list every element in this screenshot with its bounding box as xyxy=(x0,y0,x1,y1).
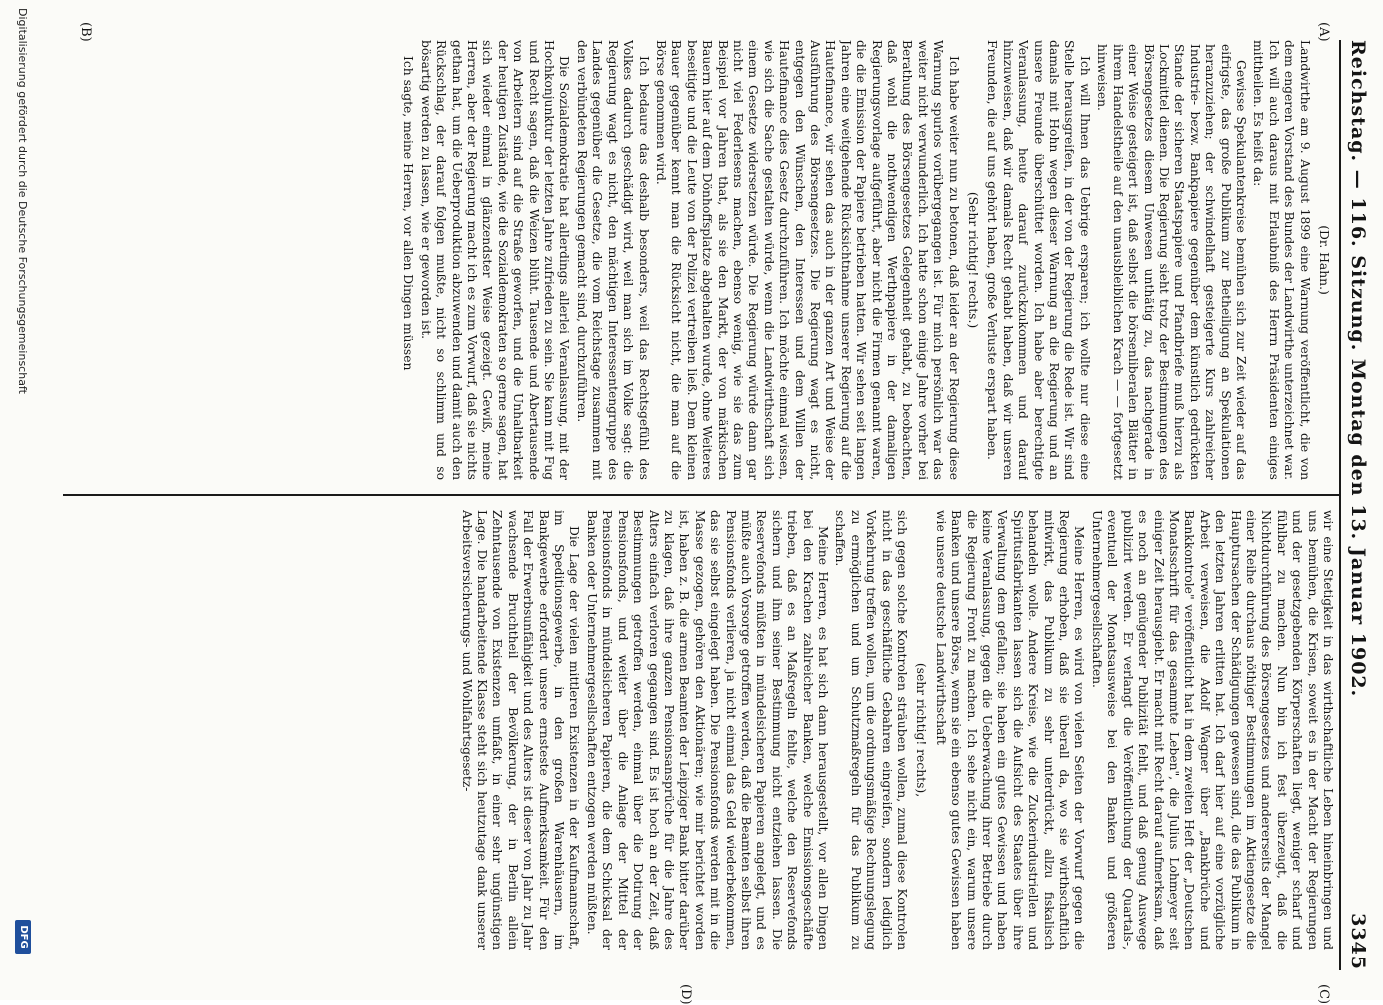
paragraph: Ich habe weiter nun zu betonen, daß leider an der Regierung diese Warnung spurlos vorübergegangen ist. Für mich persönlich war das weiter nicht verwunderlich. Ich hatte schon einige Jahre vorher bei Berathung des Börsengesetzes Gelegenheit gehabt, zu beobachten, daß wohl die nothwendigen Werthpapiere in der damaligen Regierungsvorlage aufgeführt, aber nicht die Firmen genannt waren, die die Emission der Papiere betrieben hatten. Wir sehen seit langen Jahren eine weitgehende Rücksichtnahme unserer Regierung auf die Hautefinance, wir sehen das auch in der ganzen Art und Weise der Ausführung des Börsengesetzes. Die Regierung wagt es nicht, entgegen den Wünschen, den Interessen und dem Willen der Hautefinance dies Gesetz durchzuführen. Ich möchte einmal wissen, wie sich die Sache gestalten würde, wenn die Landwirthschaft sich einem Gesetze widersetzen würde. Die Regierung würde dann gar nicht viel Federlesens machen, ebenso wenig, wie sie das zum Beispiel vor Jahren that, als sie den Markt, der von märkischen Bauern hier auf dem Dönhoffsplatze abgehalten wurde, ohne Weiteres beseitigte und die Leute von der Polizei vertreiben ließ. Dem kleinen Bauer gegenüber kennt man die Rücksicht nicht, die man auf die Börse genommen wird. xyxy=(653,40,961,480)
margin-marker-c: (C) xyxy=(1316,984,1331,1005)
paragraph: wir eine Stetigkeit in das wirthschaftliche Leben hineinbringen und uns bemühen, die Krisen, soweit es in der Macht der Regierungen und der gesetzgebenden Körperschaften liegt, weniger scharf und fühlbar zu machen. Nun bin ich fest überzeugt, daß die Nichtdurchführung des Börsengesetzes und andererseits der Mangel einer Reihe durchaus nöthiger Bestimmungen im Aktiengesetze die Hauptursachen der Schädigungen gewesen sind, die das Publikum in den letzten Jahren erlitten hat. Ich darf hier auf eine vorzügliche Arbeit verweisen, die Adolf Wagner über „Bankbrüche und Bankkontrole" veröffentlicht hat in dem zweiten Heft der „Deutschen Monatsschrift für das gesammte Leben", die Julius Lohmeyer seit einiger Zeit herausgiebt. Er macht mit Recht darauf aufmerksam, daß es noch an genügender Publizität fehlt, und daß genug Auswege publizirt werden. Er verlangt die Veröffentlichung der Quartals-, eventuell der Monatsausweise bei den Banken und größeren Unternehmergesellschaften. xyxy=(1089,510,1335,950)
dfg-logo-icon: DFG xyxy=(15,920,31,954)
margin-marker-d: (D) xyxy=(678,984,693,1005)
header-title: Reichstag. — 116. Sitzung. Montag den 13. Januar 1902. xyxy=(1347,40,1369,698)
right-column xyxy=(67,510,1335,950)
header-rule xyxy=(1339,40,1341,970)
digitization-credit xyxy=(11,0,31,1000)
margin-marker-a: (A) xyxy=(1316,22,1331,42)
paragraph: Ich sagte, meine Herren, vor allen Dingen müssen xyxy=(401,56,416,371)
left-column xyxy=(67,40,1335,480)
credit-text: Digitalisierung gefördert durch die Deutsche Forschungsgemeinschaft xyxy=(16,8,29,394)
paragraph: Meine Herren, es wird von vielen Seiten der Vorwurf gegen die Regierung erhoben, daß sie überall da, wo sie wirthschaftlich mitwirkt, das Publikum zu sehr unterdrückt, allzu fiskalisch behandeln wolle. Andere Kreise, wie die Zuckerindustriellen und Spiritusfabrikanten lassen sich die Aufsicht des Staates über ihre Verwaltung dem gefallen; sie haben ein gutes Gewissen und haben keine Veranlassung, gegen die Ueberwachung ihrer Betriebe durch die Regierung Front zu machen. Ich sehe nicht ein, warum unsere Banken und unsere Börse, wenn sie ein ebenso gutes Gewissen haben wie unsere deutsche Landwirthschaft xyxy=(933,510,1087,950)
margin-marker-b: (B) xyxy=(78,22,93,42)
paragraph: Ich will Ihnen das Uebrige ersparen; ich wollte nur diese eine Stelle herausgreifen, in der von der Regierung die Rede ist. Wir sind damals mit Hohn wegen dieser Warnung an die Regierung und an unsere Freunde überschüttet worden. Ich habe aber berechtigte Veranlassung, heute darauf zurückzukommen und darauf hinzuweisen, daß wir damals Recht gehabt haben, daß wir unseren Freunden, die auf uns gehört haben, große Verluste erspart haben. xyxy=(985,40,1092,480)
quotation: Gewisse Spekulantenkreise bemühen sich zur Zeit wieder auf das eifrigste, das große Publikum zur Betheiligung an Spekulationen heranzuziehen; der schwindelhaft gesteigerte Kurs zahlreicher Industrie- bezw. Bankpapiere gegenüber dem künstlich gedrückten Stande der sicheren Staatspapiere und Pfandbriefe muß hierzu als Lockmittel dienen. Die Regierung sieht trotz der Bestimmungen des Börsengesetzes diesem Unwesen unthätig zu, das nachgerade in einer Weise gesteigert ist, daß selbst die börsenliberalen Blätter in ihrem Handelstheile auf den unausbleiblichen Krach — — fortgesetzt hinweisen. xyxy=(1095,44,1248,480)
paragraph: Landwirthe am 9. August 1899 eine Warnung veröffentlicht, die von dem engeren Vorstand des Bundes der Landwirthe unterzeichnet war. Ich will auch daraus mit Erlaubniß des Herrn Präsidenten einiges mittheilen. Es heißt da: xyxy=(1251,40,1312,480)
page-number: 3345 xyxy=(1347,913,1369,970)
paragraph: Die Lage der vielen mittleren Existenzen in der Kaufmannschaft, im Speditionsgewerbe, in den großen Warenhäusern, im Bankgewerbe erfordert unsere ernsteste Aufmerksamkeit. Für den Fall der Erwerbsunfähigkeit und des Alters ist dieser von Jahr zu Jahr wachsende Bruchtheil der Bevölkerung, der in Berlin allein Zehntausende von Existenzen umfaßt, in einer sehr ungünstigen Lage. Die handarbeitende Klasse steht sich heutzutage dank unserer Arbeitsversicherungs- und Wohlfahrtsgesetz- xyxy=(459,510,582,950)
speaker-name: (Dr. Hahn.) xyxy=(1317,225,1331,295)
interjection: (sehr richtig! rechts), xyxy=(914,662,929,798)
paragraph: sich gegen solche Kontrolen sträuben wollen, zumal diese Kontrolen nicht in das geschäftliche Gebahren eingreifen, sondern lediglich Vorkehrung treffen wollen, um die ordnungsmäßige Rechnungslegung zu ermöglichen und um Schutzmaßregeln für das Publikum zu schaffen. xyxy=(833,510,910,950)
paragraph: Die Sozialdemokratie hat allerdings allerlei Veranlassung, mit der Hochkonjunktur der letzten Jahre zufrieden zu sein. Sie kann mit Fug und Recht sagen, daß die Weizen blüht. Tausende und Abertausende von Arbeitern sind auf die Straße geworfen, und die Unhaltbarkeit der heutigen Zustände, wie die Sozialdemokraten so gerne sagen, hat sich wieder einmal in glänzendster Weise gezeigt. Gewiß, meine Herren, aber der Regierung macht ich es zum Vorwurf, daß sie nichts gethan hat, um die Ueberproduktion abzuwenden und damit auch den Rückschlag, der darauf folgen mußte, nicht so schlimm und so bösartig werden zu lassen, wie er geworden ist. xyxy=(418,40,572,480)
paragraph: Meine Herren, es hat sich dann herausgestellt, vor allen Dingen bei den Krachen zahlreicher Banken, welche Emissionsgeschäfte trieben, daß es an Maßregeln fehlte, welche den Reservefonds sichern und ihm seiner Bestimmung nicht entziehen lassen. Die Reservefonds müßten in mündelsicheren Papieren angelegt, und es müßte auch Vorsorge getroffen werden, daß die Beamten selbst ihren Pensionsfonds verlieren, ja nicht einmal das Geld wiederbekommen, das sie selbst eingelegt haben. Die Pensionsfonds werden mit in die Masse gezogen, gehören den Aktionären; wie mir berichtet worden ist, haben z. B. die armen Beamten der Leipziger Bank bitter darüber zu klagen, daß ihre ganzen Pensionsansprüche für die Jahre des Alters einfach verloren gegangen sind. Es ist hoch an der Zeit, daß Bestimmungen getroffen werden, einmal über die Dotirung der Pensionsfonds, und weiter über die Anlage der Mittel der Pensionsfonds in mündelsicheren Papieren, die dem Schicksal der Banken oder Unternehmergesellschaften entzogen werden müßten. xyxy=(584,510,830,950)
interjection: (Sehr richtig! rechts.) xyxy=(966,191,981,329)
column-divider xyxy=(63,494,1339,496)
running-header xyxy=(1341,40,1375,970)
paragraph: Ich bedaure das deshalb besonders, weil das Rechtsgefühl des Volkes dadurch geschädigt wird, weil man sich im Volke sagt: die Regierung wagt es nicht, den mächtigen Interessentengruppe des Landes gegenüber die Gesetze, die vom Reichstage zusammen mit den verbündeten Regierungen gemacht sind, durchzuführen. xyxy=(574,40,651,480)
